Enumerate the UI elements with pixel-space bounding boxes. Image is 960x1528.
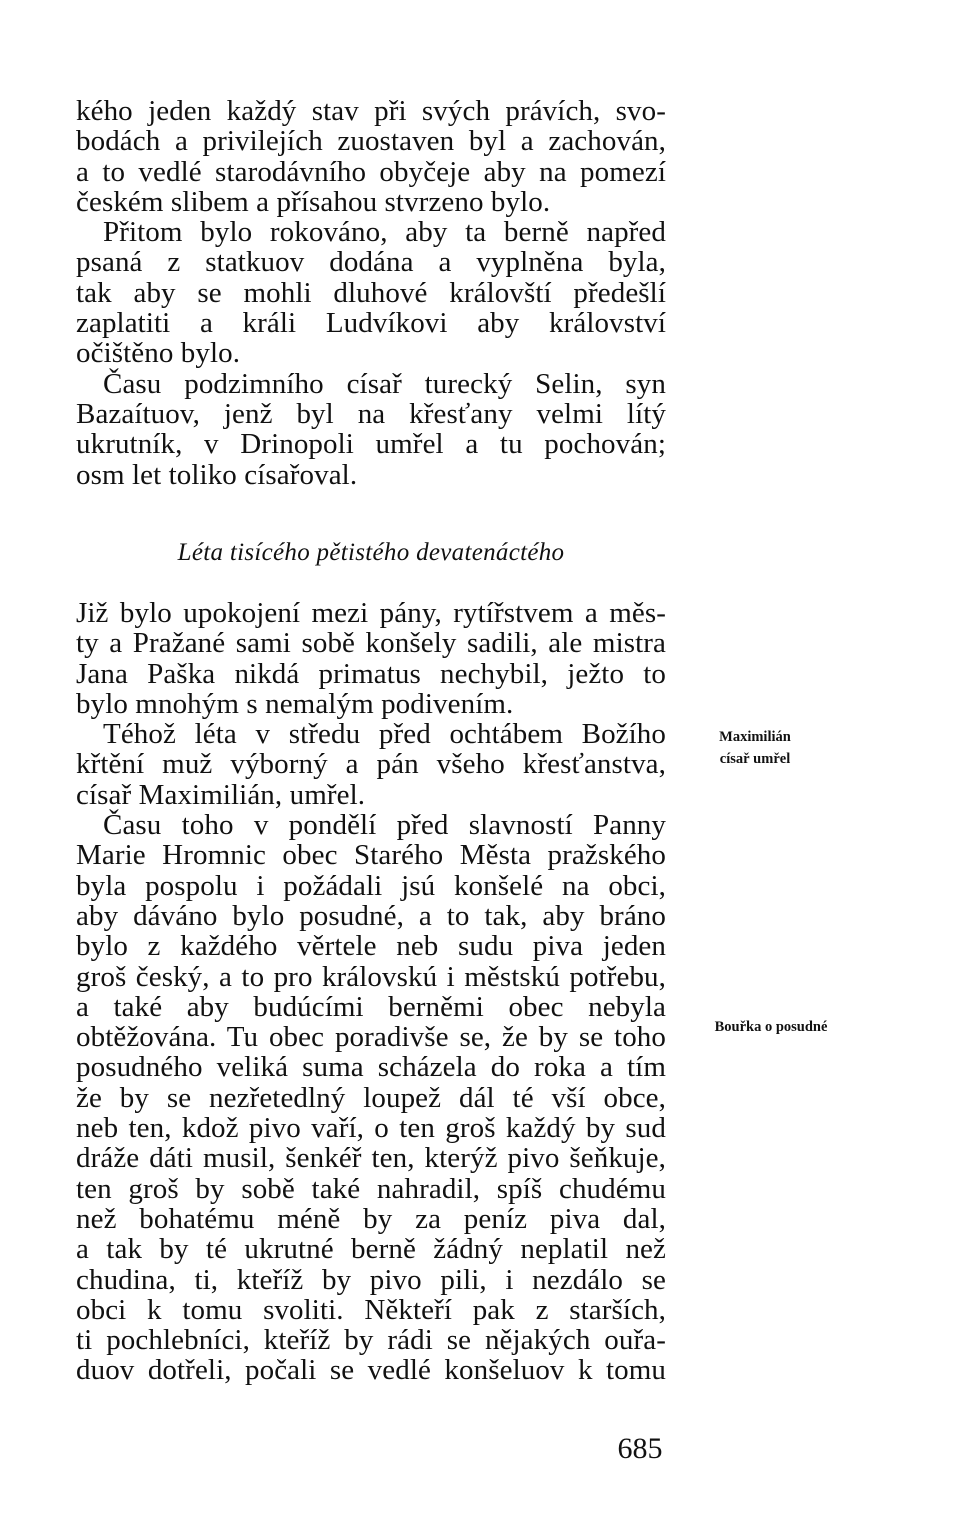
text-line: očištěno bylo. bbox=[76, 337, 241, 370]
paragraph-block-bottom bbox=[76, 598, 666, 1386]
text-line: obci k tomu svoliti. Někteří pak z starších, bbox=[76, 1293, 666, 1326]
margin-note-line: Maximilián bbox=[719, 729, 791, 745]
margin-note-maximilian bbox=[680, 726, 830, 770]
margin-note-line: Bouřka o posudné bbox=[714, 1019, 828, 1035]
text-line: obtěžována. Tu obec poradivše se, že by se toho bbox=[76, 1021, 666, 1054]
text-line: českém slibem a přísahou stvrzeno bylo. bbox=[76, 185, 551, 218]
text-line: ti pochlebníci, kteříž by rádi se nějakých ouřa- bbox=[76, 1324, 666, 1357]
paragraph-block-top bbox=[76, 96, 666, 490]
text-line: neb ten, kdož pivo vaří, o ten groš každý by sud bbox=[76, 1112, 666, 1145]
section-heading: Léta tisícého pětistého devatenáctého bbox=[177, 539, 565, 566]
text-line: groš český, a to pro královskú i městskú potřebu, bbox=[76, 960, 666, 993]
text-line: císař Maximilián, umřel. bbox=[76, 778, 366, 811]
text-line: křtění muž výborný a pán všeho křesťanstva, bbox=[76, 748, 666, 781]
text-line: duov dotřeli, počali se vedlé konšeluov k tomu bbox=[76, 1354, 666, 1387]
text-line: Času toho v pondělí před slavností Panny bbox=[103, 809, 666, 842]
text-line: ty a Pražané sami sobě konšely sadili, ale mistra bbox=[76, 627, 666, 660]
text-line: a to vedlé starodávního obyčeje aby na pomezí bbox=[76, 155, 666, 188]
text-line: Již bylo upokojení mezi pány, rytířstvem a měs- bbox=[76, 597, 666, 629]
text-line: Času podzimního císař turecký Selin, syn bbox=[103, 367, 666, 400]
text-line: posudného veliká suma scházela do roka a tím bbox=[76, 1051, 666, 1084]
text-line: a tak by té ukrutné berně žádný neplatil než bbox=[76, 1233, 666, 1266]
margin-note-posudne bbox=[686, 1016, 856, 1038]
text-line: Přitom bylo rokováno, aby ta berně napřed bbox=[103, 216, 666, 249]
text-line: zaplatiti a králi Ludvíkovi aby království bbox=[76, 307, 666, 340]
text-line: osm let toliko císařoval. bbox=[76, 458, 358, 491]
text-line: než bohatému méně by za peníz piva dal, bbox=[76, 1202, 666, 1235]
text-line: bodách a privilejích zuostaven byl a zachován, bbox=[76, 125, 666, 158]
text-line: aby dáváno bylo posudné, a to tak, aby bráno bbox=[76, 899, 666, 932]
text-line: Téhož léta v středu před ochtábem Božího bbox=[103, 718, 666, 751]
text-line: ten groš by sobě také nahradil, spíš chudému bbox=[76, 1172, 666, 1205]
text-line: byla pospolu i požádali jsú konšelé na obci, bbox=[76, 869, 666, 902]
text-line: dráže dáti musil, šenkéř ten, kterýž pivo šeňkuje, bbox=[76, 1142, 666, 1175]
text-line: Bazaítuov, jenž byl na křesťany velmi lítý bbox=[76, 397, 666, 430]
text-line: ukrutník, v Drinopoli umřel a tu pochován; bbox=[76, 428, 666, 461]
text-line: Marie Hromnic obec Starého Města pražského bbox=[76, 839, 666, 872]
text-line: chudina, ti, kteříž by pivo pili, i nezdálo se bbox=[76, 1263, 666, 1296]
margin-note-line: císař umřel bbox=[719, 751, 791, 767]
page-number: 685 bbox=[617, 1432, 663, 1465]
text-line: že by se nezřetedlný loupež dál té vší obce, bbox=[76, 1081, 666, 1114]
text-line: tak aby se mohli dluhové královští předešlí bbox=[76, 276, 666, 309]
text-line: kého jeden každý stav při svých právích, svo- bbox=[76, 95, 666, 127]
text-line: bylo mnohým s nemalým podivením. bbox=[76, 687, 514, 720]
text-line: bylo z každého věrtele neb sudu piva jeden bbox=[76, 930, 666, 963]
text-line: a také aby budúcími berněmi obec nebyla bbox=[76, 990, 666, 1023]
text-line: Jana Paška nikdá primatus nechybil, ježto to bbox=[76, 657, 666, 690]
text-line: psaná z statkuov dodána a vyplněna byla, bbox=[76, 246, 666, 279]
